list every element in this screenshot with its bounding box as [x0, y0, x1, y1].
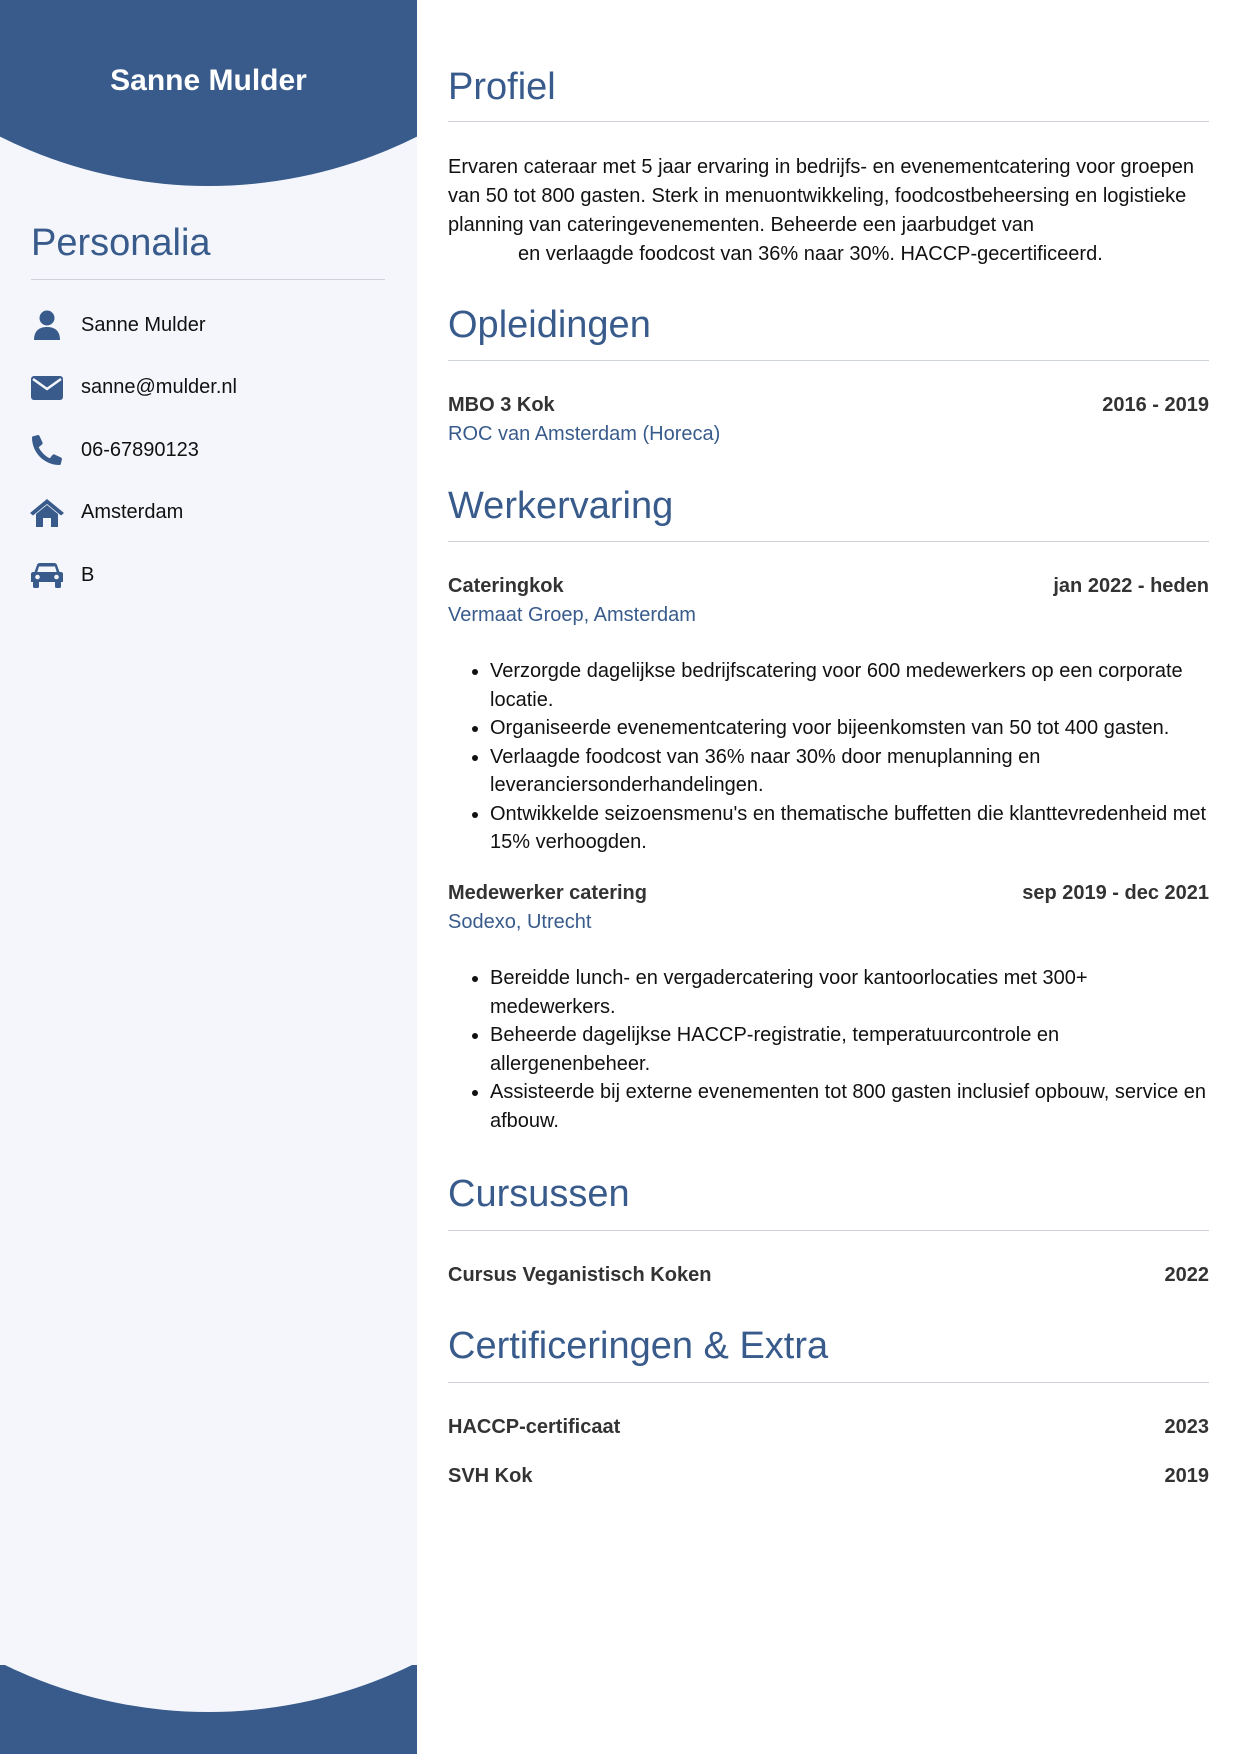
job-title: Cateringkok — [448, 575, 564, 597]
experience-entry-header — [448, 575, 1209, 598]
phone-icon — [30, 433, 64, 467]
courses-heading: Cursussen — [448, 1173, 630, 1215]
contact-email[interactable] — [30, 371, 400, 405]
contact-email-text[interactable]: sanne@mulder.nl — [81, 376, 237, 398]
education-heading: Opleidingen — [448, 304, 651, 346]
job-period: sep 2019 - dec 2021 — [1022, 882, 1209, 904]
education-school: ROC van Amsterdam (Horeca) — [448, 423, 721, 445]
education-entry — [448, 394, 1209, 446]
certifications-heading: Certificeringen & Extra — [448, 1325, 829, 1367]
contact-city — [30, 496, 400, 530]
list-item: • Verlaagde foodcost van 36% naar 30% door menuplanning en leveranciersonderhandelingen. — [490, 743, 1209, 800]
profile-heading: Profiel — [448, 66, 556, 108]
candidate-name: Sanne Mulder — [110, 64, 307, 97]
divider — [448, 1382, 1209, 1383]
job-period: jan 2022 - heden — [1053, 575, 1209, 597]
job-company: Vermaat Groep, Amsterdam — [448, 604, 696, 626]
certification-entry — [448, 1416, 1209, 1439]
car-icon — [30, 558, 64, 592]
profile-summary — [448, 153, 1209, 269]
course-entry — [448, 1264, 1209, 1287]
contact-city-text: Amsterdam — [81, 501, 184, 523]
certification-entry — [448, 1465, 1209, 1488]
contact-phone-text[interactable]: 06-67890123 — [81, 438, 199, 461]
list-item: • Organiseerde evenementcatering voor bijeenkomsten van 50 tot 400 gasten. — [490, 714, 1209, 743]
contact-license-text: B — [81, 563, 95, 586]
person-icon — [30, 308, 64, 342]
profile-text-line2: en verlaagde foodcost van 36% naar 30%. HACCP-gecertificeerd. — [518, 243, 1103, 265]
education-period: 2016 - 2019 — [1102, 394, 1209, 416]
footer-arc-cutout — [0, 766, 417, 1712]
list-item: • Beheerde dagelijkse HACCP-registratie, temperatuurcontrole en allergenenbeheer. — [490, 1021, 1209, 1078]
contact-list — [30, 308, 400, 621]
course-name: Cursus Veganistisch Koken — [448, 1264, 712, 1286]
education-entry-header — [448, 394, 1209, 417]
list-item: • Bereidde lunch- en vergadercatering voor kantoorlocaties met 300+ medewerkers. — [490, 964, 1209, 1021]
contact-name-text: Sanne Mulder — [81, 313, 206, 336]
experience-entry-header — [448, 882, 1209, 905]
home-icon — [30, 496, 64, 530]
experience-heading: Werkervaring — [448, 485, 674, 527]
envelope-icon — [30, 371, 64, 405]
list-item: • Assisteerde bij externe evenementen tot 800 gasten inclusief opbouw, service en afbouw. — [490, 1078, 1209, 1135]
sidebar — [0, 0, 417, 1754]
certification-name: HACCP-certificaat — [448, 1416, 621, 1438]
list-item: • Ontwikkelde seizoensmenu's en thematische buffetten die klanttevredenheid met 15% verhoogden. — [490, 800, 1209, 857]
experience-entry — [448, 575, 1209, 857]
job-bullets — [448, 657, 1209, 857]
contact-phone[interactable] — [30, 433, 400, 467]
certification-name: SVH Kok — [448, 1465, 533, 1487]
list-item: • Verzorgde dagelijkse bedrijfscatering voor 600 medewerkers op een corporate locatie. — [490, 657, 1209, 714]
contact-name — [30, 308, 400, 342]
divider — [448, 360, 1209, 361]
divider — [448, 1230, 1209, 1231]
course-year: 2022 — [1164, 1264, 1209, 1286]
certification-year: 2019 — [1164, 1465, 1209, 1487]
experience-entry — [448, 882, 1209, 1135]
job-bullets — [448, 964, 1209, 1135]
personalia-heading: Personalia — [31, 222, 211, 264]
education-degree: MBO 3 Kok — [448, 394, 555, 416]
divider — [448, 541, 1209, 542]
profile-text-line1: Ervaren cateraar met 5 jaar ervaring in bedrijfs- en evenementcatering voor groepen van 50 tot 800 gasten. Sterk in menuontwikkeling, foodcostbeheersing en logistieke planning van cateringevenementen. Beheerde een jaarbudget van — [448, 156, 1194, 236]
job-title: Medewerker catering — [448, 882, 647, 904]
certification-year: 2023 — [1164, 1416, 1209, 1438]
job-company: Sodexo, Utrecht — [448, 911, 592, 933]
divider — [31, 279, 385, 280]
contact-license — [30, 558, 400, 592]
divider — [448, 121, 1209, 122]
